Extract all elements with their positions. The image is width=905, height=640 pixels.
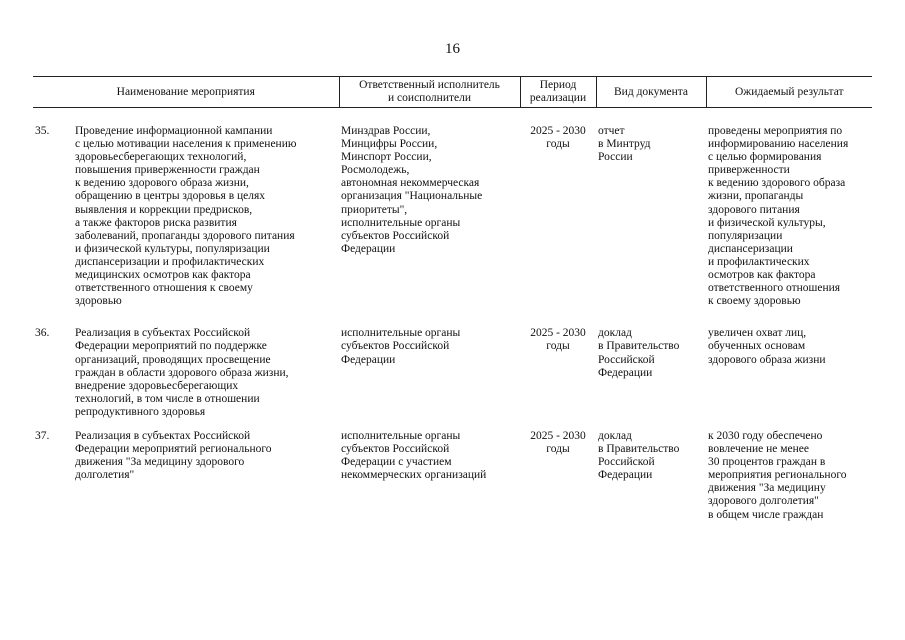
text-line: повышения приверженности граждан xyxy=(75,164,260,177)
text-line: увеличен охват лиц, xyxy=(708,327,807,340)
text-line: обученных основам xyxy=(708,340,806,353)
table-row xyxy=(33,125,872,327)
text-line: годы xyxy=(546,443,570,456)
text-line: годы xyxy=(546,138,570,151)
cell-period xyxy=(520,327,596,430)
text-line: субъектов Российской xyxy=(341,443,450,456)
text-line: репродуктивного здоровья xyxy=(75,405,206,418)
text-line: граждан в области здорового образа жизни, xyxy=(75,366,289,379)
cell-doc-type xyxy=(596,125,706,327)
text-line: здорового образа жизни xyxy=(708,353,826,366)
text-line: субъектов Российской xyxy=(341,229,450,242)
text-line: здорового долголетия" xyxy=(708,495,819,508)
text-line: движения "За медицину здорового xyxy=(75,456,245,469)
header-period-line1: Период xyxy=(539,79,577,91)
text-line: к 2030 году обеспечено xyxy=(708,429,823,442)
header-doc-type xyxy=(596,77,706,108)
text-line: с целью мотивации населения к применению xyxy=(75,138,297,151)
text-line: ответственного отношения xyxy=(708,282,841,295)
text-line: диспансеризации и профилактических xyxy=(75,255,265,268)
text-line: организаций, проводящих просвещение xyxy=(75,353,271,366)
text-line: к ведению здорового образа xyxy=(708,177,846,190)
text-line: вовлечение не менее xyxy=(708,443,810,456)
text-line: Федерации xyxy=(341,242,396,255)
table-row xyxy=(33,327,872,430)
header-doc-type-label: Вид документа xyxy=(614,85,688,98)
text-line: приверженности xyxy=(708,164,790,177)
text-line: внедрение здоровьесберегающих xyxy=(75,379,239,392)
text-line: в Правительство xyxy=(598,443,680,456)
text-line: Федерации мероприятий регионального xyxy=(75,443,272,456)
text-line: России xyxy=(598,151,633,164)
text-line: обращению в центры здоровья в целях xyxy=(75,190,266,203)
text-line: и физической культуры, xyxy=(708,216,826,229)
header-executor-line2: и соисполнители xyxy=(388,92,471,104)
text-line: выявления и коррекции предрисков, xyxy=(75,203,253,216)
table-body xyxy=(33,108,872,522)
text-line: движения "За медицину xyxy=(708,482,826,495)
header-spacer xyxy=(33,108,872,126)
cell-doc-type xyxy=(596,430,706,522)
text-line: Федерации xyxy=(341,353,396,366)
cell-period xyxy=(520,125,596,327)
text-line: в общем числе граждан xyxy=(708,508,824,521)
text-line: Минцифры России, xyxy=(341,138,438,151)
text-line: Проведение информационной кампании xyxy=(75,125,273,137)
text-line: проведены мероприятия по xyxy=(708,125,843,137)
text-line: исполнительные органы xyxy=(341,429,461,442)
cell-result xyxy=(706,327,872,430)
header-result-label: Ожидаемый результат xyxy=(734,85,844,98)
text-line: автономная некоммерческая xyxy=(341,177,480,190)
text-line: в Минтруд xyxy=(598,138,651,151)
header-executor-line1: Ответственный исполнитель xyxy=(359,79,500,91)
header-period xyxy=(520,77,596,108)
text-line: и профилактических xyxy=(708,255,810,268)
text-line: отчет xyxy=(598,125,625,137)
header-executor xyxy=(339,77,520,108)
text-line: организация "Национальные xyxy=(341,190,483,203)
text-line: исполнительные органы xyxy=(341,327,461,340)
text-line: субъектов Российской xyxy=(341,340,450,353)
table-header xyxy=(33,77,872,108)
text-line: некоммерческих организаций xyxy=(341,469,487,482)
text-line: 2025 - 2030 xyxy=(530,125,586,137)
text-line: ответственного отношения к своему xyxy=(75,282,253,295)
text-line: к своему здоровью xyxy=(708,295,801,308)
text-line: 30 процентов граждан в xyxy=(708,456,826,469)
text-line: исполнительные органы xyxy=(341,216,461,229)
text-line: 2025 - 2030 xyxy=(530,327,586,340)
text-line: доклад xyxy=(598,429,632,442)
text-line: информированию населения xyxy=(708,138,849,151)
text-line: долголетия" xyxy=(75,469,135,482)
cell-period xyxy=(520,430,596,522)
cell-doc-type xyxy=(596,327,706,430)
text-line: популяризации xyxy=(708,229,783,242)
text-line: годы xyxy=(546,340,570,353)
header-result xyxy=(706,77,872,108)
row-number: 36. xyxy=(35,327,50,340)
text-line: Федерации xyxy=(598,469,653,482)
text-line: Минспорт России, xyxy=(341,151,432,164)
text-line: Реализация в субъектах Российской xyxy=(75,429,251,442)
text-line: 2025 - 2030 xyxy=(530,429,586,442)
text-line: Российской xyxy=(598,456,655,469)
text-line: приоритеты", xyxy=(341,203,408,216)
text-line: к ведению здорового образа жизни, xyxy=(75,177,249,190)
text-line: диспансеризации xyxy=(708,242,793,255)
cell-name xyxy=(73,327,339,430)
cell-name xyxy=(73,430,339,522)
header-name xyxy=(33,77,339,108)
text-line: мероприятия регионального xyxy=(708,469,847,482)
text-line: здоровьесберегающих технологий, xyxy=(75,151,247,164)
cell-result xyxy=(706,430,872,522)
text-line: здорового питания xyxy=(708,203,800,216)
cell-executor xyxy=(339,327,520,430)
header-period-line2: реализации xyxy=(529,92,587,104)
text-line: с целью формирования xyxy=(708,151,822,164)
text-line: доклад xyxy=(598,327,632,340)
measures-table xyxy=(33,76,872,522)
table-row xyxy=(33,430,872,522)
text-line: Федерации мероприятий по поддержке xyxy=(75,340,267,353)
text-line: Федерации с участием xyxy=(341,456,452,469)
cell-result xyxy=(706,125,872,327)
cell-executor xyxy=(339,430,520,522)
row-number: 37. xyxy=(35,429,50,442)
cell-executor xyxy=(339,125,520,327)
text-line: и физической культуры, популяризации xyxy=(75,242,270,255)
header-name-label: Наименование мероприятия xyxy=(116,85,255,98)
text-line: жизни, пропаганды xyxy=(708,190,804,203)
text-line: в Правительство xyxy=(598,340,680,353)
row-number: 35. xyxy=(35,125,50,137)
cell-name xyxy=(73,125,339,327)
text-line: Российской xyxy=(598,353,655,366)
page-number: 16 xyxy=(445,41,460,57)
text-line: медицинских осмотров как фактора xyxy=(75,269,251,282)
text-line: Федерации xyxy=(598,366,653,379)
text-line: Росмолодежь, xyxy=(341,164,410,177)
text-line: технологий, в том числе в отношении xyxy=(75,392,260,405)
text-line: а также факторов риска развития xyxy=(75,216,237,229)
text-line: осмотров как фактора xyxy=(708,269,816,282)
text-line: здоровью xyxy=(75,295,122,308)
text-line: Реализация в субъектах Российской xyxy=(75,327,251,340)
text-line: Минздрав России, xyxy=(341,125,431,137)
text-line: заболеваний, пропаганды здорового питания xyxy=(75,229,295,242)
